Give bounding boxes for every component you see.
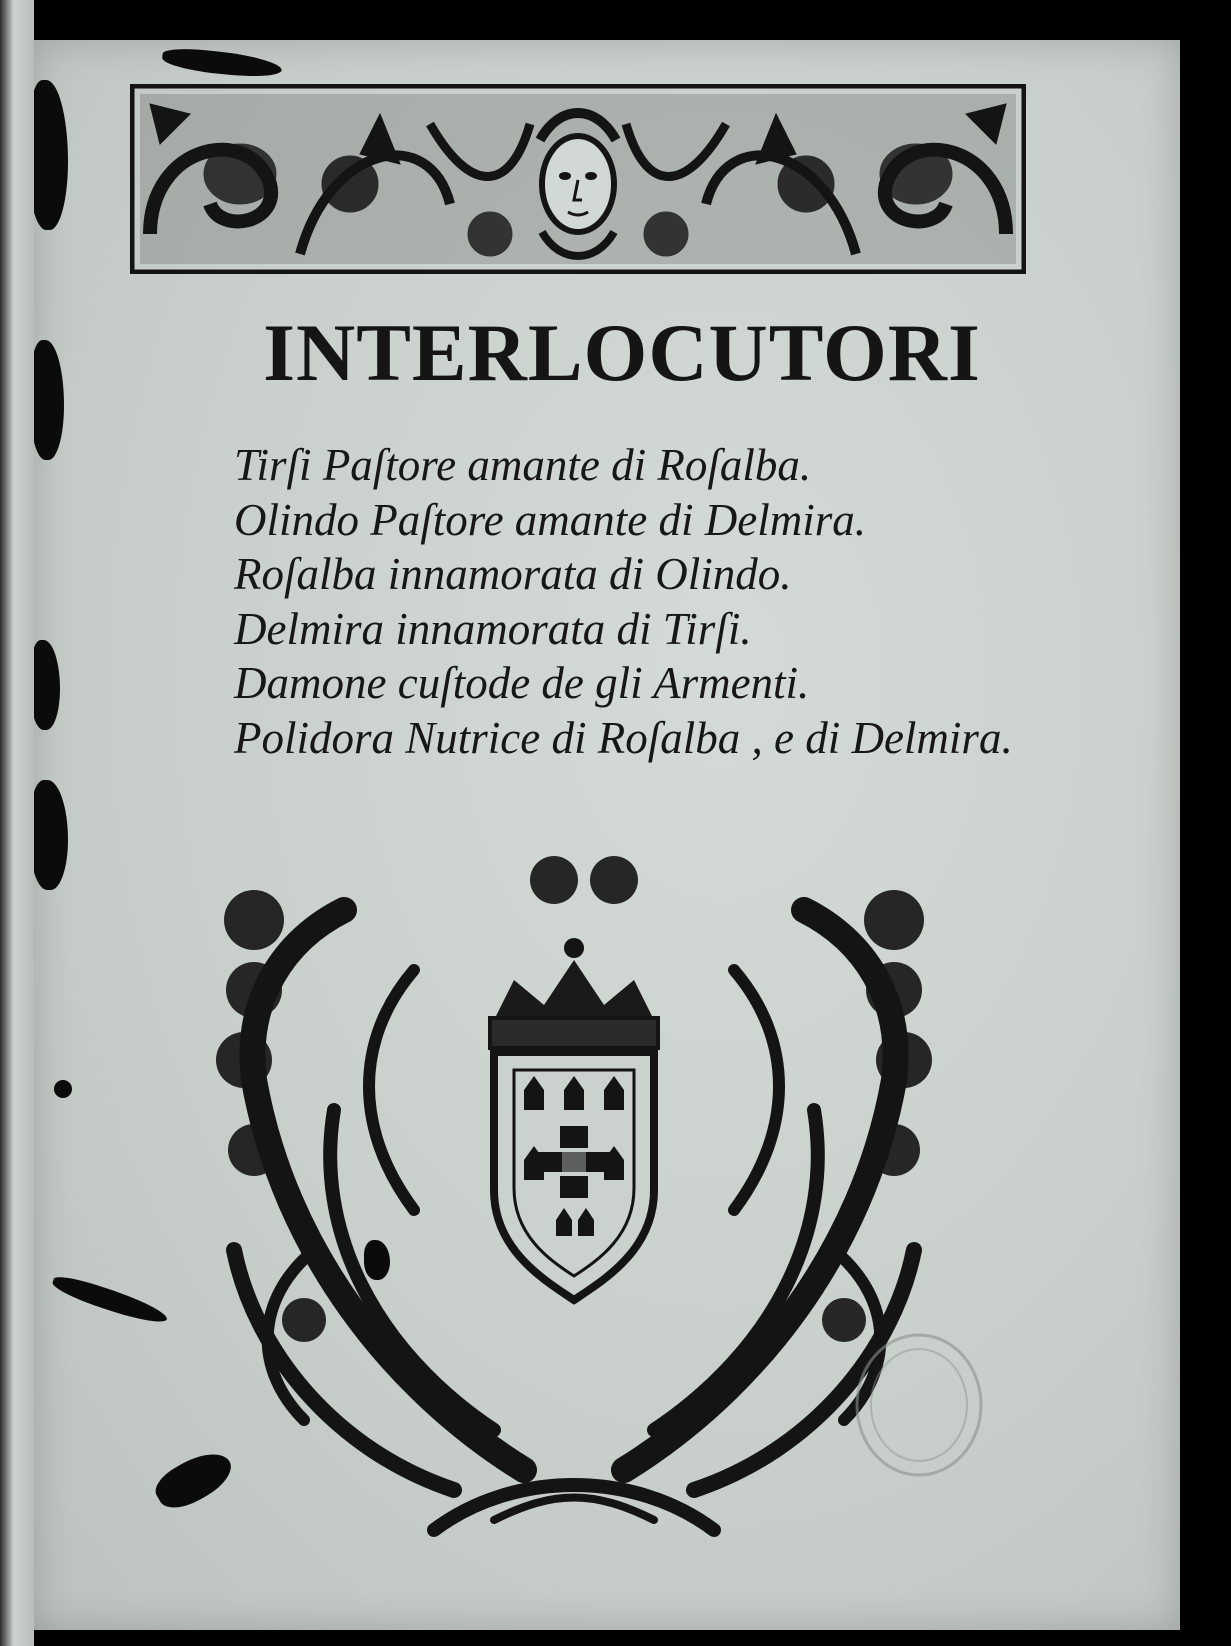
coat-of-arms-ornament [194,830,954,1550]
ink-blot [54,1080,72,1098]
list-item: Damone cuſtode de gli Armenti. [234,658,810,708]
list-item: Polidora Nutrice di Roſalba , e di Delmira. [234,712,1013,763]
library-stamp [844,1330,994,1480]
page-title: INTERLOCUTORI [263,307,981,398]
ink-blot [34,80,68,230]
list-item: Olindo Paſtore amante di Delmira. [234,494,867,545]
shield [494,1052,654,1300]
crown [490,938,658,1048]
ink-blot [34,780,68,890]
book-page [34,40,1180,1630]
headpiece-ornament [130,84,1026,274]
ink-blot [34,640,60,730]
list-item: Delmira innamorata di Tirſi. [234,603,752,654]
ink-blot [50,1272,170,1328]
character-list [234,438,1013,765]
ink-blot [161,46,283,80]
list-item: Roſalba innamorata di Olindo. [234,549,792,599]
binding-edge [0,0,34,1646]
list-item: Tirſi Paſtore amante di Roſalba. [234,440,812,490]
